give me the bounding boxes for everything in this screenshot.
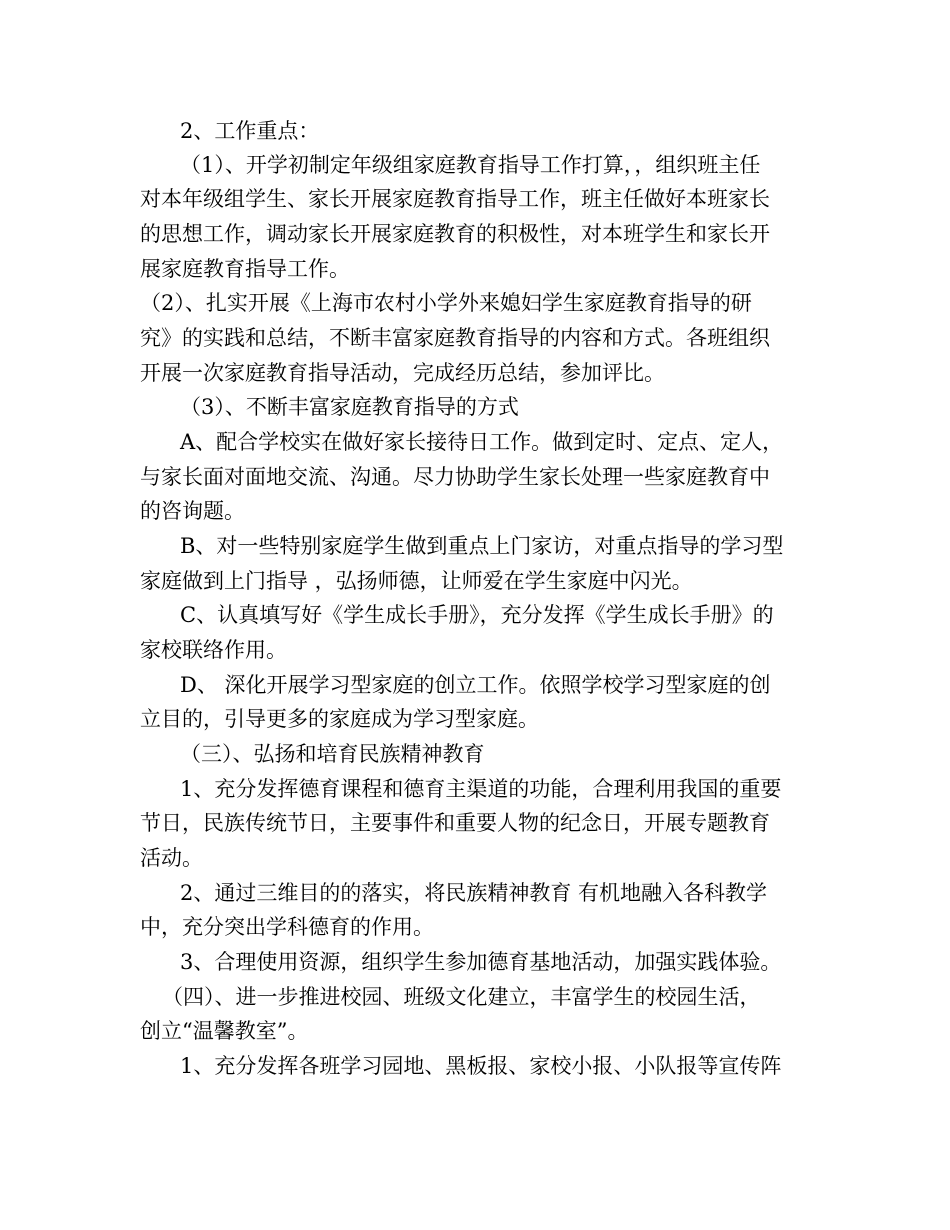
paragraph-line: 立目的，引导更多的家庭成为学习型家庭。 [140,707,539,731]
paragraph-line: （2）、扎实开展《上海市农村小学外来媳妇学生家庭教育指导的研 [140,291,752,315]
paragraph-line: 3、合理使用资源，组织学生参加德育基地活动，加强实践体验。 [180,950,782,974]
paragraph-line: 活动。 [140,846,203,870]
paragraph-line: 家庭做到上门指导 ，弘扬师德，让师爱在学生家庭中闪光。 [140,569,693,593]
paragraph-line: C、认真填写好《学生成长手册》，充分发挥《学生成长手册》的 [180,603,774,627]
paragraph-line: D、 深化开展学习型家庭的创立工作。依照学校学习型家庭的创 [180,673,771,697]
paragraph-line: B、对一些特别家庭学生做到重点上门家访，对重点指导的学习型 [180,534,784,558]
subheading-line: （3）、不断丰富家庭教育指导的方式 [180,395,519,419]
section-heading: （三）、弘扬和培育民族精神教育 [180,742,485,766]
paragraph-line: 节日，民族传统节日，主要事件和重要人物的纪念日，开展专题教育 [140,811,770,835]
paragraph-line: 对本年级组学生、家长开展家庭教育指导工作，班主任做好本班家长 [140,187,770,211]
paragraph-line: 家校联络作用。 [140,638,287,662]
paragraph-line: 究》的实践和总结，不断丰富家庭教育指导的内容和方式。各班组织 [140,326,770,350]
paragraph-line: 开展一次家庭教育指导活动，完成经历总结，参加评比。 [140,361,665,385]
paragraph-line: （1）、开学初制定年级组家庭教育指导工作打算，，组织班主任 [180,153,761,177]
paragraph-line: 的思想工作，调动家长开展家庭教育的积极性，对本班学生和家长开 [140,222,770,246]
paragraph-line: 创立“温馨教室”。 [140,1019,309,1043]
paragraph-line: 中，充分突出学科德育的作用。 [140,915,434,939]
paragraph-line: 1、充分发挥德育课程和德育主渠道的功能，合理利用我国的重要 [180,777,782,801]
section-heading: （四）、进一步推进校园、班级文化建立，丰富学生的校园生活， [162,985,761,1009]
paragraph-line: 展家庭教育指导工作。 [140,257,350,281]
paragraph-line: 2、通过三维目的的落实，将民族精神教育 有机地融入各科教学 [180,881,768,905]
paragraph-line: A、配合学校实在做好家长接待日工作。做到定时、定点、定人， [180,430,784,454]
heading-work-focus: 2、工作重点： [180,119,320,143]
paragraph-line: 与家长面对面地交流、沟通。尽力协助学生家长处理一些家庭教育中 [140,465,770,489]
paragraph-line: 1、充分发挥各班学习园地、黑板报、家校小报、小队报等宣传阵 [180,1054,782,1078]
paragraph-line: 的咨询题。 [140,499,245,523]
